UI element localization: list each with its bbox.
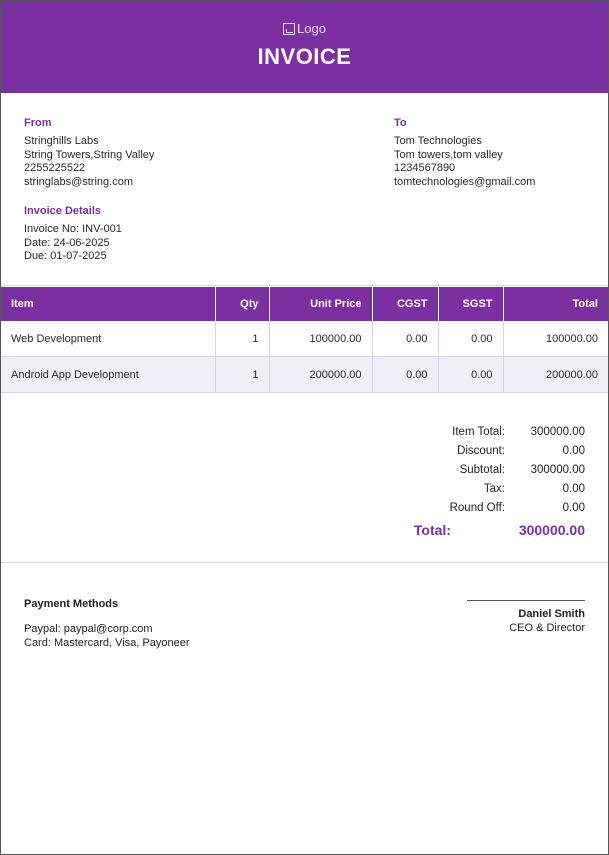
payment-methods-label: Payment Methods bbox=[24, 598, 119, 610]
items-table bbox=[1, 287, 608, 393]
table-row bbox=[1, 321, 608, 357]
signature-block bbox=[467, 600, 585, 635]
cell-total: 100000.00 bbox=[503, 321, 608, 357]
payment-methods-section bbox=[24, 597, 189, 650]
signatory-name: Daniel Smith bbox=[518, 608, 585, 620]
cell-qty: 1 bbox=[215, 321, 269, 357]
grand-total-row bbox=[355, 519, 585, 541]
from-block bbox=[24, 117, 154, 190]
broken-image-icon bbox=[283, 23, 295, 35]
cell-item: Android App Development bbox=[1, 357, 215, 393]
to-block bbox=[394, 117, 535, 190]
to-label: To bbox=[394, 117, 407, 129]
subtotal-row bbox=[355, 460, 585, 479]
tax-row bbox=[355, 479, 585, 498]
cell-unit-price: 200000.00 bbox=[269, 357, 372, 393]
page-title: INVOICE bbox=[257, 44, 352, 69]
invoice-number: Invoice No: INV-001 bbox=[24, 222, 122, 235]
cell-cgst: 0.00 bbox=[372, 357, 438, 393]
column-header-cgst: CGST bbox=[372, 287, 438, 321]
table-row bbox=[1, 357, 608, 393]
cell-total: 200000.00 bbox=[503, 357, 608, 393]
from-phone: 2255225522 bbox=[24, 162, 86, 175]
paypal-method: Paypal: paypal@corp.com bbox=[24, 623, 153, 635]
tax-value: 0.00 bbox=[562, 482, 585, 495]
signatory-role: CEO & Director bbox=[509, 622, 585, 634]
from-email: stringlabs@string.com bbox=[24, 176, 133, 189]
invoice-header bbox=[1, 1, 608, 93]
item-total-label: Item Total: bbox=[452, 425, 505, 438]
column-header-item: Item bbox=[1, 287, 215, 321]
column-header-total: Total bbox=[503, 287, 608, 321]
table-header-row bbox=[1, 287, 608, 321]
to-email: tomtechnologies@gmail.com bbox=[394, 176, 536, 189]
divider bbox=[1, 562, 608, 563]
logo-alt-text: Logo bbox=[297, 21, 326, 36]
round-off-row bbox=[355, 498, 585, 517]
column-header-unit-price: Unit Price bbox=[269, 287, 372, 321]
from-address: String Towers,String Valley bbox=[24, 148, 155, 161]
cell-unit-price: 100000.00 bbox=[269, 321, 372, 357]
cell-item: Web Development bbox=[1, 321, 215, 357]
grand-total-label: Total: bbox=[413, 522, 451, 538]
cell-cgst: 0.00 bbox=[372, 321, 438, 357]
totals-section bbox=[355, 422, 585, 541]
invoice-due-date: Due: 01-07-2025 bbox=[24, 250, 107, 263]
column-header-qty: Qty bbox=[215, 287, 269, 321]
item-total-row bbox=[355, 422, 585, 441]
discount-row bbox=[355, 441, 585, 460]
tax-label: Tax: bbox=[483, 482, 505, 495]
cell-sgst: 0.00 bbox=[438, 321, 503, 357]
round-off-label: Round Off: bbox=[449, 501, 505, 514]
signature-line bbox=[467, 600, 585, 607]
divider bbox=[1, 285, 608, 286]
logo bbox=[1, 21, 608, 36]
discount-value: 0.00 bbox=[562, 444, 585, 457]
item-total-value: 300000.00 bbox=[530, 425, 585, 438]
card-method: Card: Mastercard, Visa, Payoneer bbox=[24, 637, 190, 649]
to-address: Tom towers,tom valley bbox=[394, 148, 503, 161]
from-label: From bbox=[24, 117, 52, 129]
grand-total-value: 300000.00 bbox=[518, 522, 585, 538]
subtotal-label: Subtotal: bbox=[459, 463, 505, 476]
cell-qty: 1 bbox=[215, 357, 269, 393]
to-company: Tom Technologies bbox=[394, 134, 482, 147]
column-header-sgst: SGST bbox=[438, 287, 503, 321]
to-phone: 1234567890 bbox=[394, 162, 456, 175]
invoice-details-label: Invoice Details bbox=[24, 205, 102, 217]
invoice-date: Date: 24-06-2025 bbox=[24, 236, 110, 249]
round-off-value: 0.00 bbox=[562, 501, 585, 514]
cell-sgst: 0.00 bbox=[438, 357, 503, 393]
parties-section bbox=[24, 117, 585, 277]
subtotal-value: 300000.00 bbox=[530, 463, 585, 476]
discount-label: Discount: bbox=[457, 444, 505, 457]
from-company: Stringhills Labs bbox=[24, 134, 99, 147]
invoice-details-block bbox=[24, 205, 122, 264]
